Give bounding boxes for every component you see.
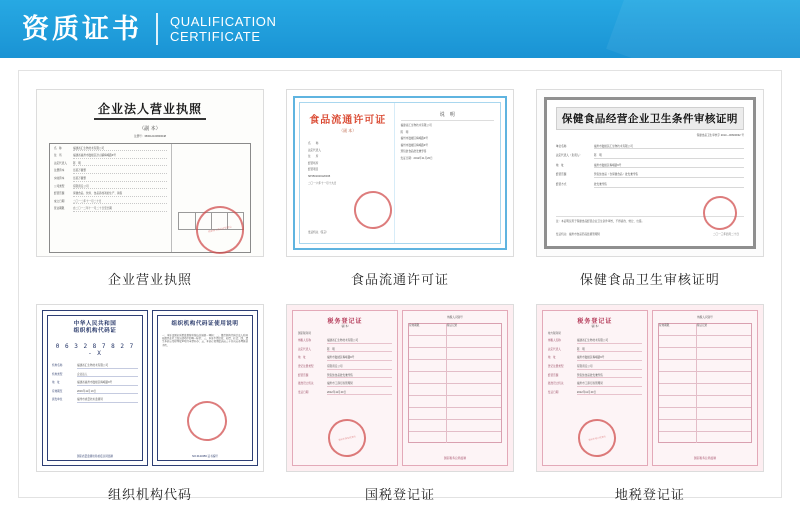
table-cell xyxy=(697,348,751,359)
org-code-title-line1: 中华人民共和国 xyxy=(73,321,117,327)
table-cell xyxy=(409,372,447,383)
official-seal xyxy=(700,193,740,233)
official-seal xyxy=(350,187,395,232)
certificate-image-organization-code[interactable] xyxy=(36,304,264,472)
certificate-image-national-tax[interactable] xyxy=(286,304,514,472)
table-cell xyxy=(659,432,697,443)
field-row: 预包装食品批发兼零售 xyxy=(400,150,427,154)
table-header-cell: 有效期限 xyxy=(659,324,697,335)
table-cell xyxy=(659,348,697,359)
local-tax-right-header: 纳税人识别号 xyxy=(697,316,713,319)
field-label: 登记注册类型 xyxy=(547,364,564,368)
field-value: 福州市工商行政管理局 xyxy=(577,382,642,387)
health-audit-fields xyxy=(556,145,744,188)
field-label: 有效期至 xyxy=(51,389,63,393)
field-label: 地 址 xyxy=(297,356,306,360)
table-cell xyxy=(409,396,447,407)
table-cell xyxy=(409,360,447,371)
local-tax-right-page xyxy=(652,310,758,466)
field-value: 福建省汇生物技术有限公司 xyxy=(327,339,392,344)
org-code-right-title: 组织机构代码证使用说明 xyxy=(171,321,239,327)
field-label: 法定代表人 xyxy=(297,347,311,351)
table-header-cell: 验证记录 xyxy=(446,323,458,327)
national-tax-right-page xyxy=(402,310,508,466)
table-cell xyxy=(409,432,447,443)
local-tax-document xyxy=(537,305,763,471)
certificate-item-organization-code[interactable] xyxy=(25,298,275,513)
field-value: 预包装食品批发兼零售 xyxy=(327,374,392,379)
certificate-item-health-audit[interactable] xyxy=(525,83,775,298)
table-cell xyxy=(697,396,751,407)
field-label: 成立日期 xyxy=(53,199,65,203)
table-cell xyxy=(447,360,501,371)
certificate-image-health-audit[interactable] xyxy=(536,89,764,257)
field-row: 福建省汇生物技术有限公司 xyxy=(400,124,432,127)
field-label: 名 称 xyxy=(53,146,62,150)
table-cell xyxy=(659,372,697,383)
org-code-fields xyxy=(52,364,138,403)
field-row: 发证日期：2012年11月20日 xyxy=(400,156,433,160)
field-value: 陈 明 xyxy=(577,348,642,353)
table-cell xyxy=(697,420,751,431)
field-value: 有限责任公司 xyxy=(327,365,392,370)
field-label: 经营范围 xyxy=(547,373,559,377)
table-cell xyxy=(447,372,501,383)
field-label: 地 址 xyxy=(555,163,564,167)
certificate-item-national-tax[interactable] xyxy=(275,298,525,513)
certificate-caption: 国税登记证 xyxy=(364,488,435,503)
organization-code-left-page xyxy=(42,310,148,466)
banner-title-en-line2: CERTIFICATE xyxy=(170,29,261,44)
field-row: 经营场所 xyxy=(307,161,319,165)
national-tax-subtitle: （副 本） xyxy=(339,325,351,328)
field-value: 福建省汇生物技术有限公司 xyxy=(73,147,167,152)
national-tax-fields xyxy=(298,339,392,395)
field-label: 实收资本 xyxy=(53,176,65,180)
table-cell xyxy=(447,396,501,407)
field-value: 福建省汇生物技术有限公司 xyxy=(577,339,642,344)
org-code-value: 0 6 3 2 8 7 8 2 7 - X xyxy=(55,343,135,357)
certificate-item-local-tax[interactable] xyxy=(525,298,775,513)
field-label: 纳税人名称 xyxy=(547,339,561,343)
field-label: 经营方式 xyxy=(555,182,567,186)
table-cell xyxy=(447,384,501,395)
business-license-title: 企业法人营业执照 xyxy=(94,100,206,120)
field-label: 发证日期 xyxy=(547,390,559,394)
field-row: 陈 明 xyxy=(400,130,409,134)
food-permit-subtitle: （副 本） xyxy=(339,128,357,133)
table-cell xyxy=(659,396,697,407)
table-cell xyxy=(409,384,447,395)
table-cell xyxy=(659,420,697,431)
certificate-caption: 地税登记证 xyxy=(614,488,685,503)
official-seal: 福州市国家税务局 xyxy=(324,415,369,460)
national-tax-verify-table xyxy=(408,323,502,443)
table-cell xyxy=(409,348,447,359)
health-audit-note: 注：本证明仅用于保健食品经营企业卫生条件审核，不得涂改、转让、出借。 xyxy=(556,216,744,224)
field-value: 批发兼零售 xyxy=(594,183,744,188)
field-value: 伍佰万圆整 xyxy=(73,177,167,182)
field-value: 福州市鼓楼区梅峰路9号 xyxy=(327,356,392,361)
food-permit-document xyxy=(287,90,513,256)
table-cell xyxy=(659,408,697,419)
field-label: 营业期限 xyxy=(53,207,65,211)
page-banner xyxy=(0,0,800,58)
official-seal: 福建省工商行政管理局 xyxy=(192,201,249,257)
table-cell xyxy=(697,432,751,443)
table-cell xyxy=(697,372,751,383)
business-license-document xyxy=(37,90,263,256)
table-header-cell: 有效期限 xyxy=(409,324,447,335)
table-cell xyxy=(409,420,447,431)
field-label: 机构类型 xyxy=(51,372,63,376)
field-row: 二〇一六年十一月十九日 xyxy=(307,181,337,185)
certificates-frame xyxy=(18,70,782,503)
local-tax-right-note: 国家税务总局监制 xyxy=(693,456,717,460)
field-value: 福建省福州市鼓楼区洪山镇梅峰路9号 xyxy=(73,154,167,159)
field-value: 企业法人 xyxy=(77,373,138,378)
field-row: 福州市鼓楼区梅峰路9号 xyxy=(400,137,428,141)
certificate-image-local-tax[interactable] xyxy=(536,304,764,472)
national-tax-right-note: 国家税务总局监制 xyxy=(443,456,467,460)
national-tax-document xyxy=(287,305,513,471)
certificate-item-business-license[interactable] xyxy=(25,83,275,298)
table-cell xyxy=(447,348,501,359)
field-label: 单位名称 xyxy=(555,144,567,148)
field-label: 法定代表人（负责人） xyxy=(555,154,582,158)
field-row: SP3501020120045 xyxy=(307,174,331,178)
certificate-item-food-circulation-permit[interactable] xyxy=(275,83,525,298)
banner-title-en xyxy=(170,14,277,44)
health-audit-issuer: 发证机关：福州市食品药品监督管理局 xyxy=(555,233,601,237)
health-audit-doc-no: 保健食品卫生审核字 2013—00600032 号 xyxy=(696,134,744,137)
certificates-grid xyxy=(19,71,781,513)
official-seal: 福州市地方税务局 xyxy=(574,415,619,460)
table-cell xyxy=(447,336,501,347)
field-value: 福建省福州市鼓楼区梅峰路9号 xyxy=(77,381,138,386)
local-tax-header-left: 地方税务局 xyxy=(547,331,561,335)
organization-code-right-page xyxy=(152,310,258,466)
field-label: 注册资本 xyxy=(53,169,65,173)
field-value: 福州市鼓楼区汇生物技术有限公司 xyxy=(594,145,744,150)
field-value: 福州市质量技术监督局 xyxy=(77,398,138,403)
field-value: 伍佰万圆整 xyxy=(73,169,167,174)
field-label: 经营范围 xyxy=(555,173,567,177)
business-license-subtitle: （副 本） xyxy=(139,126,161,132)
health-audit-document xyxy=(537,90,763,256)
field-value: 有限责任公司 xyxy=(73,185,167,190)
certificate-image-business-license[interactable] xyxy=(36,89,264,257)
table-cell xyxy=(447,408,501,419)
field-label: 批准设立机关 xyxy=(297,382,314,386)
field-label: 纳税人名称 xyxy=(297,339,311,343)
business-license-reg-no: 注册号：350012100600048 xyxy=(133,135,166,138)
table-cell xyxy=(409,408,447,419)
table-cell xyxy=(659,384,697,395)
food-permit-notes xyxy=(401,124,494,161)
field-value: 陈 明 xyxy=(594,154,744,159)
table-cell xyxy=(697,360,751,371)
local-tax-left-page xyxy=(542,310,648,466)
field-value: 2016年11月19日 xyxy=(77,390,138,395)
table-cell xyxy=(447,432,501,443)
field-label: 经营范围 xyxy=(297,373,309,377)
table-cell xyxy=(447,420,501,431)
field-label: 住 所 xyxy=(53,154,62,158)
field-value: 陈 明 xyxy=(73,162,167,167)
org-code-bottom-note: 国家质量监督检验检疫总局监制 xyxy=(76,455,114,458)
field-value: 陈 明 xyxy=(327,348,392,353)
table-cell xyxy=(409,336,447,347)
certificate-caption: 保健食品卫生审核证明 xyxy=(579,273,720,288)
field-row: 经营项目 xyxy=(307,168,319,172)
field-label: 公司类型 xyxy=(53,184,65,188)
food-permit-footer-left: 发证机关（签章） xyxy=(307,231,329,235)
field-row: 住 所 xyxy=(307,155,319,159)
field-value: 福建省汇生物技术有限公司 xyxy=(77,364,138,369)
organization-code-document xyxy=(37,305,263,471)
field-label: 机构名称 xyxy=(51,364,63,367)
field-label: 法定代表人 xyxy=(53,161,67,165)
field-value: 福州市工商行政管理局 xyxy=(327,382,392,387)
official-seal xyxy=(183,397,230,444)
field-value: 2012年11月20日 xyxy=(577,391,642,396)
org-code-serial: NO.0123456 证书编号 xyxy=(192,455,218,458)
certificate-caption: 食品流通许可证 xyxy=(350,273,449,288)
table-cell xyxy=(659,360,697,371)
field-label: 登记注册类型 xyxy=(297,364,314,368)
local-tax-title: 税务登记证 xyxy=(577,319,613,325)
field-label: 颁发单位 xyxy=(51,398,63,402)
table-header-cell: 验证记录 xyxy=(696,323,708,327)
certificate-caption: 企业营业执照 xyxy=(107,273,192,288)
table-cell xyxy=(659,336,697,347)
national-tax-header-left: 国家税务局 xyxy=(297,331,311,335)
org-code-title-line2: 组织机构代码证 xyxy=(73,328,117,334)
health-audit-date: 二〇一三年四月二十日 xyxy=(712,233,739,237)
business-license-fields xyxy=(50,144,172,252)
field-row: 名 称 xyxy=(307,142,319,145)
certificate-image-food-circulation-permit[interactable] xyxy=(286,89,514,257)
field-label: 批准设立机关 xyxy=(547,382,564,386)
field-value: 福州市鼓楼区梅峰路9号 xyxy=(594,164,744,169)
certificate-caption: 组织机构代码 xyxy=(107,488,192,503)
field-value: 2012年11月20日 xyxy=(327,391,392,396)
food-permit-title: 食品流通许可证 xyxy=(309,115,387,126)
food-permit-fields xyxy=(308,142,388,185)
local-tax-verify-table xyxy=(658,323,752,443)
business-license-body xyxy=(49,143,251,253)
field-value: 预包装食品批发兼零售 xyxy=(577,374,642,379)
field-value: 保健食品、饮料、食品添加剂的生产、销售 xyxy=(73,192,167,197)
field-value: 二〇一二年十一月二十日 xyxy=(73,200,167,205)
field-label: 地 址 xyxy=(547,356,556,360)
national-tax-right-header: 纳税人识别号 xyxy=(447,316,463,319)
business-license-right-panel xyxy=(172,144,250,252)
field-value: 自二〇一二年十一月二十日至长期 xyxy=(73,207,167,212)
field-row: 福州市鼓楼区梅峰路9号 xyxy=(400,143,428,147)
local-tax-subtitle: （副 本） xyxy=(589,325,601,328)
banner-divider xyxy=(156,13,158,45)
local-tax-fields xyxy=(548,339,642,395)
org-code-right-text: 一、本证由国家质量监督检验检疫总局统一印制；二、组织机构代码是法人和其他组织在社会经济活动中的唯一标识；三、本证不得涂改、转借、转让；四、遗失本证应及时登报声明并申请补办；五、本证有效期届满前三十日内应办理换证手续。 xyxy=(161,334,248,347)
field-label: 法定代表人 xyxy=(547,347,561,351)
field-value: 预包装食品（含保健食品）批发兼零售 xyxy=(594,173,744,178)
food-permit-right-title: 说 明 xyxy=(401,111,494,121)
health-audit-title: 保健食品经营企业卫生条件审核证明 xyxy=(556,107,744,130)
field-label: 地 址 xyxy=(51,381,60,385)
field-value: 有限责任公司 xyxy=(577,365,642,370)
national-tax-title: 税务登记证 xyxy=(327,319,363,325)
banner-title-en-line1: QUALIFICATION xyxy=(170,14,277,29)
field-label: 经营范围 xyxy=(53,192,65,196)
table-cell xyxy=(697,408,751,419)
field-value: 福州市鼓楼区梅峰路9号 xyxy=(577,356,642,361)
table-cell xyxy=(697,336,751,347)
table-cell xyxy=(697,384,751,395)
banner-title-cn: 资质证书 xyxy=(22,13,142,45)
field-row: 法定代表人 xyxy=(307,148,321,152)
field-label: 发证日期 xyxy=(297,390,309,394)
national-tax-left-page xyxy=(292,310,398,466)
